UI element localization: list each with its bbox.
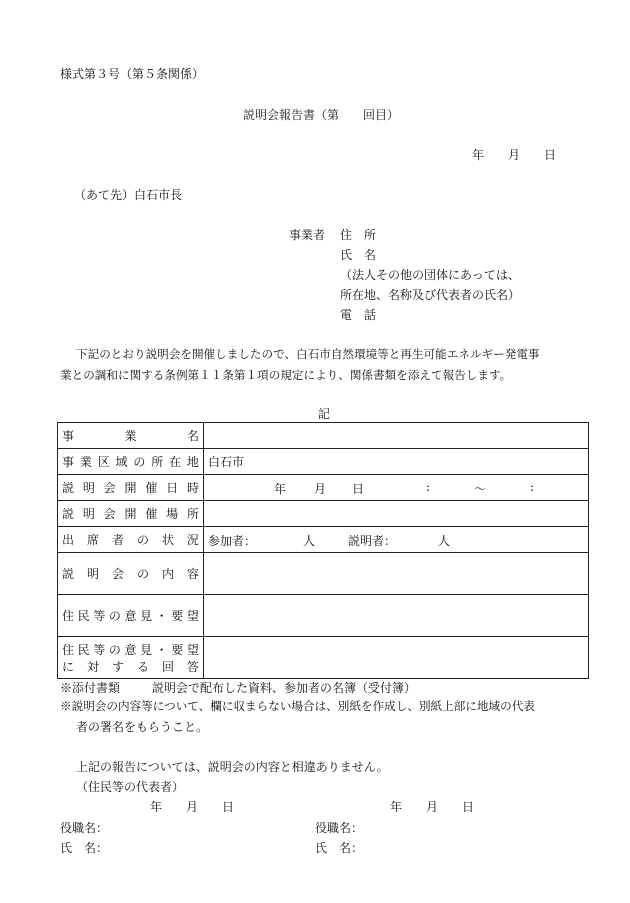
rep-name-right: 氏 名： <box>315 841 364 855</box>
addressee: （あて先）白石市長 <box>74 188 183 202</box>
attachment-label: ※添付書類 <box>60 681 121 695</box>
dt-year: 年 <box>274 481 287 496</box>
body-line-2: 業との調和に関する条例第１１条第１項の規定により、関係書類を添えて報告します。 <box>60 368 512 382</box>
table-row <box>58 637 589 679</box>
value-meeting-place[interactable] <box>204 501 589 527</box>
value-meeting-content[interactable] <box>204 553 589 595</box>
label-attendance: 出 席 者 の 状 況 <box>58 527 204 553</box>
explainers-label: 説明者： <box>348 533 397 548</box>
table-row <box>58 527 589 553</box>
confirm-statement: 上記の報告については、説明会の内容と相違ありません。 <box>76 760 389 774</box>
note-line-2: 者の署名をもらうこと。 <box>76 720 209 734</box>
value-project-name[interactable] <box>204 423 589 449</box>
label-responses: 住 民 等 の 意 見 ・ 要 望 に 対 す る 回 答 <box>58 637 204 679</box>
label-meeting-place: 説 明 会 開 催 場 所 <box>58 501 204 527</box>
dt-colon-2: : <box>530 479 535 494</box>
dt-colon-1: : <box>426 479 431 494</box>
corp-note-1: （法人その他の団体にあっては、 <box>340 268 520 282</box>
applicant-label: 事業者 <box>289 228 326 242</box>
value-resident-opinions[interactable] <box>204 595 589 637</box>
address-label: 住 所 <box>340 228 377 242</box>
table-row <box>58 449 589 475</box>
label-resident-opinions: 住 民 等 の 意 見 ・ 要 望 <box>58 595 204 637</box>
form-number: 様式第３号（第５条関係） <box>60 67 205 81</box>
explainers-unit: 人 <box>438 533 451 548</box>
rep-name-left: 氏 名： <box>60 841 109 855</box>
participants-label: 参加者： <box>208 533 257 548</box>
rep-title-left: 役職名： <box>60 821 109 835</box>
dt-tilde: 〜 <box>474 481 487 496</box>
value-meeting-datetime[interactable] <box>204 475 589 501</box>
ki-label: 記 <box>318 407 331 421</box>
value-project-location[interactable]: 白石市 <box>204 449 589 475</box>
body-line-1: 下記のとおり説明会を開催しましたので、白石市自然環境等と再生可能エネルギー発電事 <box>76 347 540 361</box>
rep-title-right: 役職名： <box>315 821 364 835</box>
report-table <box>57 422 589 679</box>
phone-label: 電 話 <box>340 308 377 322</box>
corp-note-2: 所在地、名称及び代表者の氏名） <box>340 288 521 302</box>
table-row <box>58 475 589 501</box>
note-line-1: ※説明会の内容等について、欄に収まらない場合は、別紙を作成し、別紙上部に地域の代表 <box>60 699 535 713</box>
dt-month: 月 <box>314 481 327 496</box>
document-title: 説明会報告書（第 回目） <box>243 108 400 122</box>
table-row <box>58 501 589 527</box>
name-label: 氏 名 <box>340 248 377 262</box>
table-row <box>58 423 589 449</box>
value-attendance[interactable] <box>204 527 589 553</box>
rep-date-right: 年 月 日 <box>390 800 475 814</box>
table-row <box>58 553 589 595</box>
label-project-name: 事 業 名 <box>58 423 204 449</box>
label-meeting-content: 説 明 会 の 内 容 <box>58 553 204 595</box>
value-responses[interactable] <box>204 637 589 679</box>
table-row <box>58 595 589 637</box>
label-project-location: 事 業 区 域 の 所 在 地 <box>58 449 204 475</box>
attachment-text: 説明会で配布した資料、参加者の名簿（受付簿） <box>152 681 417 695</box>
dt-day: 日 <box>352 481 365 496</box>
date-field: 年 月 日 <box>472 148 557 162</box>
rep-label: （住民等の代表者） <box>76 780 185 794</box>
rep-date-left: 年 月 日 <box>150 800 235 814</box>
participants-unit: 人 <box>303 533 316 548</box>
label-meeting-datetime: 説 明 会 開 催 日 時 <box>58 475 204 501</box>
